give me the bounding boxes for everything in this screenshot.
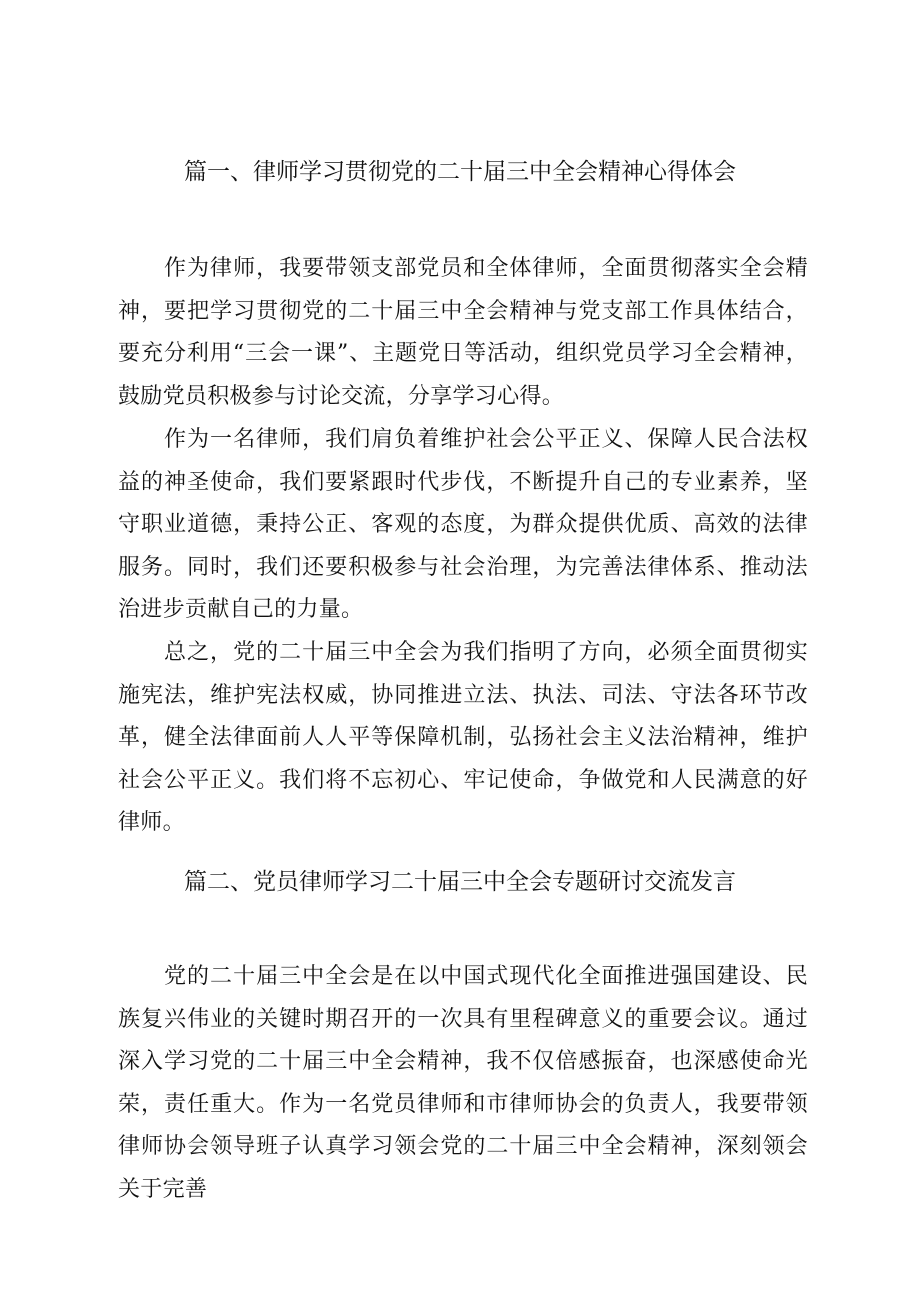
section-1-paragraph-2: 作为一名律师，我们肩负着维护社会公平正义、保障人民合法权益的神圣使命，我们要紧跟时代步伐，不断提升自己的专业素养，坚守职业道德，秉持公正、客观的态度，为群众提供优质、高效的法律服务。同时，我们还要积极参与社会治理，为完善法律体系、推动法治进步贡献自己的力量。 [118,427,808,622]
section-1-title: 篇一、律师学习贯彻党的二十届三中全会精神心得体会 [184,159,736,185]
section-1-paragraph-1: 作为律师，我要带领支部党员和全体律师，全面贯彻落实全会精神，要把学习贯彻党的二十届三中全会精神与党支部工作具体结合，要充分利用“三会一课”、主题党日等活动，组织党员学习全会精神，鼓励党员积极参与讨论交流，分享学习心得。 [118,256,808,409]
section-2-title: 篇二、党员律师学习二十届三中全会专题研讨交流发言 [184,869,736,895]
section-1-paragraph-3: 总之，党的二十届三中全会为我们指明了方向，必须全面贯彻实施宪法，维护宪法权威，协同推进立法、执法、司法、守法各环节改革，健全法律面前人人平等保障机制，弘扬社会主义法治精神，维护社会公平正义。我们将不忘初心、牢记使命，争做党和人民满意的好律师。 [118,640,808,835]
section-2-paragraph-1: 党的二十届三中全会是在以中国式现代化全面推进强国建设、民族复兴伟业的关键时期召开的一次具有里程碑意义的重要会议。通过深入学习党的二十届三中全会精神，我不仅倍感振奋，也深感使命光荣，责任重大。作为一名党员律师和市律师协会的负责人，我要带领律师协会领导班子认真学习领会党的二十届三中全会精神，深刻领会关于完善 [118,964,808,1202]
